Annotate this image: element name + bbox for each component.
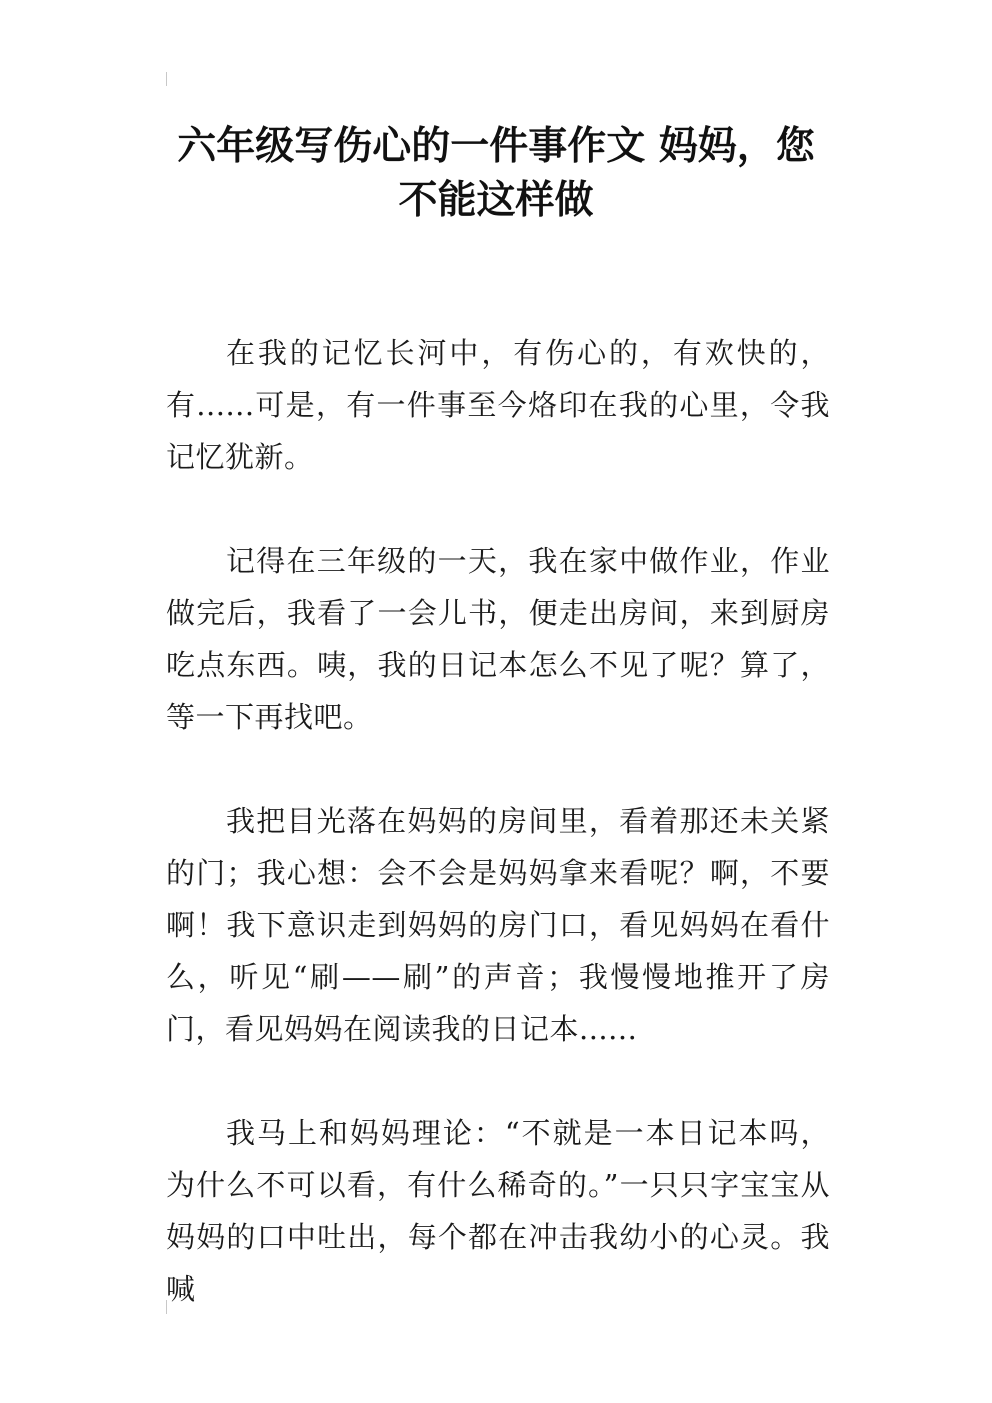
paragraph-3: 我把目光落在妈妈的房间里，看着那还未关紧的门；我心想：会不会是妈妈拿来看呢？啊，不要啊！我下意识走到妈妈的房门口，看见妈妈在看什么，听见“刷——刷”的声音；我慢慢地推开了房门，看见妈妈在阅读我的日记本...... <box>166 804 830 1046</box>
title-line-2: 不能这样做 <box>398 178 594 223</box>
page-corner-mark <box>166 72 167 86</box>
paragraph-1: 在我的记忆长河中，有伤心的，有欢快的，有......可是，有一件事至今烙印在我的心里，令我记忆犹新。 <box>166 336 830 474</box>
paragraph-2: 记得在三年级的一天，我在家中做作业，作业做完后，我看了一会儿书，便走出房间，来到厨房吃点东西。咦，我的日记本怎么不见了呢？算了，等一下再找吧。 <box>166 544 830 734</box>
title-line-1: 六年级写伤心的一件事作文 妈妈，您 <box>177 124 815 169</box>
paragraph-4: 我马上和妈妈理论：“不就是一本日记本吗，为什么不可以看，有什么稀奇的。”一只只字宝宝从妈妈的口中吐出，每个都在冲击我幼小的心灵。我喊 <box>166 1116 830 1306</box>
document-body <box>166 327 830 1315</box>
document-title <box>160 120 832 228</box>
